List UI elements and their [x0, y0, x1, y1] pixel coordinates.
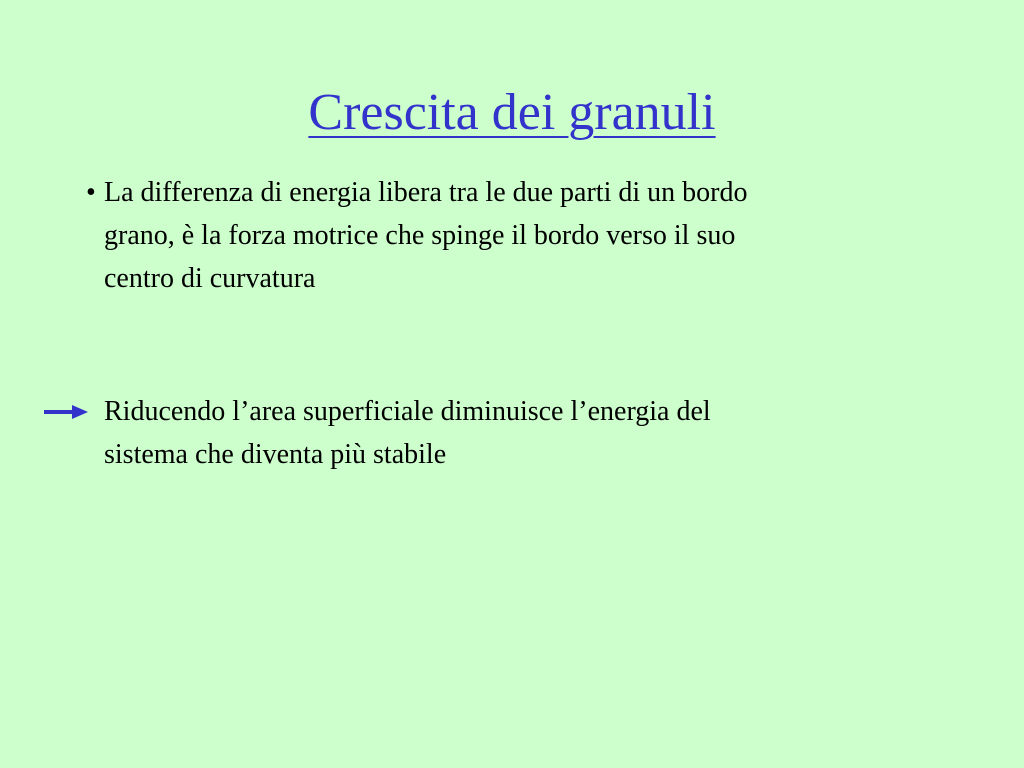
bullet-text-1: La differenza di energia libera tra le due parti di un bordo [104, 177, 748, 208]
bullet-line-1 [86, 171, 956, 214]
right-arrow-icon [44, 402, 90, 422]
bullet-line-3: centro di curvatura [104, 263, 316, 294]
bullet-paragraph [86, 171, 956, 300]
conclusion-paragraph [104, 390, 984, 476]
bullet-marker: • [86, 177, 96, 208]
conclusion-line-2: sistema che diventa più stabile [104, 439, 447, 470]
bullet-line-2: grano, è la forza motrice che spinge il bordo verso il suo [104, 220, 736, 251]
conclusion-line-1: Riducendo l’area superficiale diminuisce l’energia del [104, 396, 711, 427]
slide-title: Crescita dei granuli [308, 84, 716, 141]
